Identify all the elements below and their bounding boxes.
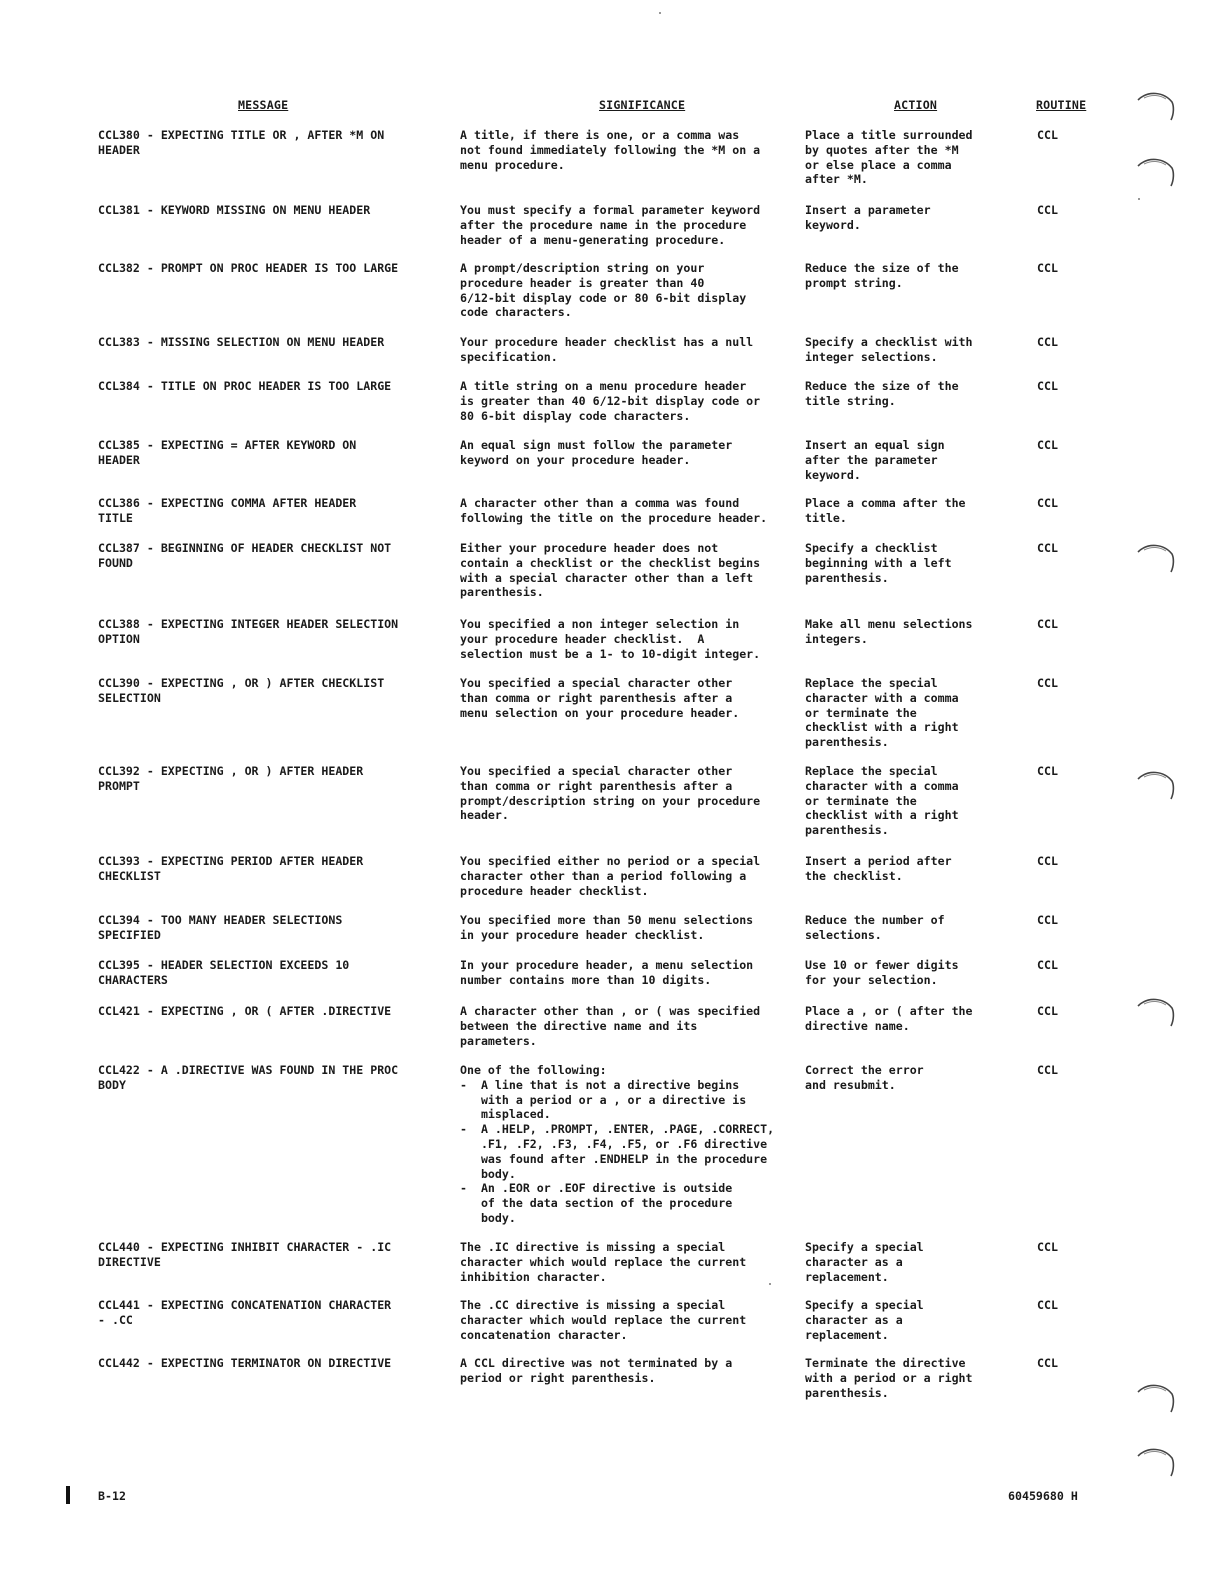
significance-cell: In your procedure header, a menu selection number contains more than 10 digits.	[460, 958, 754, 987]
routine-cell: CCL	[1037, 1298, 1058, 1312]
message-cell: CCL440 - EXPECTING INHIBIT CHARACTER - .IC DIRECTIVE	[98, 1240, 392, 1269]
action-cell: Replace the special character with a comma or terminate the checklist with a right parenthesis.	[805, 764, 959, 838]
significance-cell: Your procedure header checklist has a null specification.	[460, 335, 754, 364]
significance-cell: The .CC directive is missing a special character which would replace the current concatenation character.	[460, 1298, 747, 1342]
routine-cell: CCL	[1037, 913, 1058, 927]
significance-cell: A title, if there is one, or a comma was not found immediately following the *M on a menu procedure.	[460, 128, 761, 172]
binder-hole-mark	[1134, 86, 1178, 126]
binder-hole-mark	[1134, 1378, 1178, 1418]
action-cell: Use 10 or fewer digits for your selection.	[805, 958, 959, 987]
significance-cell: A CCL directive was not terminated by a period or right parenthesis.	[460, 1356, 733, 1385]
message-cell: CCL421 - EXPECTING , OR ( AFTER .DIRECTIVE	[98, 1004, 392, 1018]
significance-cell: You specified more than 50 menu selections in your procedure header checklist.	[460, 913, 754, 942]
significance-cell: You specified a special character other than comma or right parenthesis after a menu selection on your procedure header.	[460, 676, 740, 720]
routine-cell: CCL	[1037, 438, 1058, 452]
routine-cell: CCL	[1037, 854, 1058, 868]
message-cell: CCL442 - EXPECTING TERMINATOR ON DIRECTIVE	[98, 1356, 392, 1370]
binder-hole-mark	[1134, 538, 1178, 578]
revision-bar	[66, 1486, 70, 1504]
message-cell: CCL395 - HEADER SELECTION EXCEEDS 10 CHARACTERS	[98, 958, 350, 987]
message-cell: CCL393 - EXPECTING PERIOD AFTER HEADER CHECKLIST	[98, 854, 364, 883]
routine-cell: CCL	[1037, 1356, 1058, 1370]
action-cell: Place a comma after the title.	[805, 496, 966, 525]
significance-cell: An equal sign must follow the parameter keyword on your procedure header.	[460, 438, 733, 467]
routine-cell: CCL	[1037, 335, 1058, 349]
message-cell: CCL385 - EXPECTING = AFTER KEYWORD ON HEADER	[98, 438, 357, 467]
significance-cell: The .IC directive is missing a special character which would replace the current inhibition character.	[460, 1240, 747, 1284]
binder-hole-mark	[1134, 1442, 1178, 1482]
header-significance: SIGNIFICANCE	[599, 98, 686, 112]
binder-hole-mark	[1134, 152, 1178, 192]
routine-cell: CCL	[1037, 541, 1058, 555]
action-cell: Place a title surrounded by quotes after the *M or else place a comma after *M.	[805, 128, 973, 187]
action-cell: Insert a period after the checklist.	[805, 854, 952, 883]
significance-cell: You specified a non integer selection in your procedure header checklist. A selection must be a 1- to 10-digit integer.	[460, 617, 761, 661]
message-cell: CCL422 - A .DIRECTIVE WAS FOUND IN THE PROC BODY	[98, 1063, 399, 1092]
message-cell: CCL382 - PROMPT ON PROC HEADER IS TOO LARGE	[98, 261, 399, 275]
header-routine: ROUTINE	[1036, 98, 1087, 112]
header-message: MESSAGE	[238, 98, 289, 112]
message-cell: CCL380 - EXPECTING TITLE OR , AFTER *M ON HEADER	[98, 128, 385, 157]
action-cell: Specify a special character as a replacement.	[805, 1240, 924, 1284]
action-cell: Terminate the directive with a period or a right parenthesis.	[805, 1356, 973, 1400]
message-cell: CCL388 - EXPECTING INTEGER HEADER SELECTION OPTION	[98, 617, 399, 646]
action-cell: Insert a parameter keyword.	[805, 203, 931, 232]
routine-cell: CCL	[1037, 128, 1058, 142]
significance-cell: Either your procedure header does not contain a checklist or the checklist begins with a special character other than a left parenthesis.	[460, 541, 761, 600]
action-cell: Place a , or ( after the directive name.	[805, 1004, 973, 1033]
significance-cell: A prompt/description string on your procedure header is greater than 40 6/12-bit display code or 80 6-bit display code characters.	[460, 261, 747, 320]
significance-cell: A character other than a comma was found following the title on the procedure header.	[460, 496, 768, 525]
action-cell: Reduce the size of the title string.	[805, 379, 959, 408]
action-cell: Specify a checklist with integer selections.	[805, 335, 973, 364]
action-cell: Reduce the size of the prompt string.	[805, 261, 959, 290]
scan-speck	[1138, 198, 1140, 200]
action-cell: Make all menu selections integers.	[805, 617, 973, 646]
significance-cell: You specified a special character other than comma or right parenthesis after a prompt/description string on your procedure header.	[460, 764, 761, 823]
message-cell: CCL394 - TOO MANY HEADER SELECTIONS SPECIFIED	[98, 913, 343, 942]
action-cell: Replace the special character with a comma or terminate the checklist with a right parenthesis.	[805, 676, 959, 750]
message-cell: CCL387 - BEGINNING OF HEADER CHECKLIST NOT FOUND	[98, 541, 392, 570]
action-cell: Specify a checklist beginning with a left parenthesis.	[805, 541, 952, 585]
routine-cell: CCL	[1037, 617, 1058, 631]
routine-cell: CCL	[1037, 379, 1058, 393]
significance-cell: A title string on a menu procedure header is greater than 40 6/12-bit display code or 80 6-bit display code characters.	[460, 379, 761, 423]
routine-cell: CCL	[1037, 203, 1058, 217]
routine-cell: CCL	[1037, 261, 1058, 275]
action-cell: Specify a special character as a replacement.	[805, 1298, 924, 1342]
significance-cell: One of the following: - A line that is not a directive begins with a period or a , or a directive is misplaced. - A .HELP, .PROMPT, .ENTER, .PAGE, .CORRECT, .F1, .F2, .F3, .F4, .F5, or .F6 directive was found after .ENDHELP in the procedure body. - An .EOR or .EOF directive is outside of the data section of the procedure body.	[460, 1063, 775, 1225]
document-number: 60459680 H	[1008, 1489, 1078, 1503]
message-cell: CCL381 - KEYWORD MISSING ON MENU HEADER	[98, 203, 371, 217]
significance-cell: A character other than , or ( was specified between the directive name and its parameters.	[460, 1004, 761, 1048]
scan-speck	[659, 12, 661, 14]
message-cell: CCL386 - EXPECTING COMMA AFTER HEADER TITLE	[98, 496, 357, 525]
routine-cell: CCL	[1037, 496, 1058, 510]
message-cell: CCL384 - TITLE ON PROC HEADER IS TOO LARGE	[98, 379, 392, 393]
scan-speck	[769, 1283, 771, 1285]
routine-cell: CCL	[1037, 1004, 1058, 1018]
action-cell: Insert an equal sign after the parameter keyword.	[805, 438, 945, 482]
significance-cell: You specified either no period or a special character other than a period following a procedure header checklist.	[460, 854, 761, 898]
action-cell: Correct the error and resubmit.	[805, 1063, 924, 1092]
routine-cell: CCL	[1037, 764, 1058, 778]
binder-hole-mark	[1134, 765, 1178, 805]
routine-cell: CCL	[1037, 1240, 1058, 1254]
routine-cell: CCL	[1037, 676, 1058, 690]
message-cell: CCL383 - MISSING SELECTION ON MENU HEADER	[98, 335, 385, 349]
routine-cell: CCL	[1037, 1063, 1058, 1077]
message-cell: CCL390 - EXPECTING , OR ) AFTER CHECKLIST SELECTION	[98, 676, 385, 705]
action-cell: Reduce the number of selections.	[805, 913, 945, 942]
message-cell: CCL392 - EXPECTING , OR ) AFTER HEADER PROMPT	[98, 764, 364, 793]
binder-hole-mark	[1134, 992, 1178, 1032]
routine-cell: CCL	[1037, 958, 1058, 972]
header-action: ACTION	[894, 98, 938, 112]
significance-cell: You must specify a formal parameter keyword after the procedure name in the procedure header of a menu-generating procedure.	[460, 203, 761, 247]
message-cell: CCL441 - EXPECTING CONCATENATION CHARACTER - .CC	[98, 1298, 392, 1327]
page-number: B-12	[98, 1489, 126, 1503]
